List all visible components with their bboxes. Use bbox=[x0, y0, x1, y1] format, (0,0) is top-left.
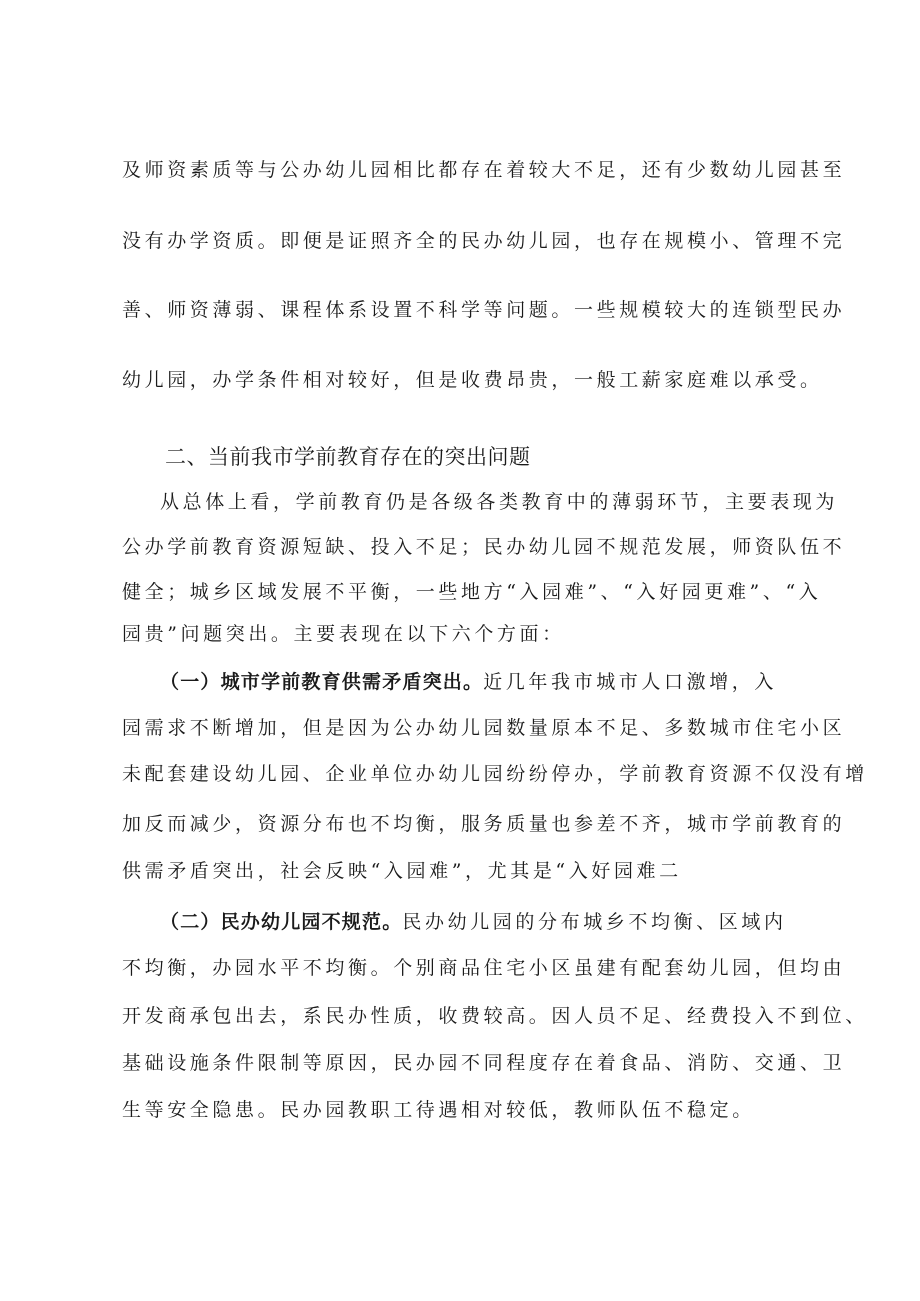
subsection-1-title: （一）城市学前教育供需矛盾突出。 bbox=[160, 671, 484, 693]
paragraph-3-line-4: 加反而减少，资源分布也不均衡，服务质量也参差不齐，城市学前教育的 bbox=[122, 813, 846, 835]
paragraph-3-line-1 bbox=[160, 670, 822, 694]
paragraph-4-line-4: 基础设施条件限制等原因，民办园不同程度存在着食品、消防、交通、卫 bbox=[122, 1052, 846, 1074]
paragraph-2-line-4: 园贵”问题突出。主要表现在以下六个方面： bbox=[122, 623, 565, 645]
paragraph-4-line-2: 不均衡，办园水平不均衡。个别商品住宅小区虽建有配套幼儿园，但均由 bbox=[122, 957, 846, 979]
paragraph-1-line-1: 及师资素质等与公办幼儿园相比都存在着较大不足，还有少数幼儿园甚至 bbox=[122, 159, 846, 181]
section-heading: 二、当前我市学前教育存在的突出问题 bbox=[165, 445, 531, 469]
paragraph-3-line-1-text: 近几年我市城市人口激增，入 bbox=[483, 671, 778, 693]
paragraph-1-line-4: 幼儿园，办学条件相对较好，但是收费昂贵，一般工薪家庭难以承受。 bbox=[122, 369, 823, 391]
paragraph-1-line-2: 没有办学资质。即便是证照齐全的民办幼儿园，也存在规模小、管理不完 bbox=[122, 230, 846, 252]
paragraph-3-line-2: 园需求不断增加，但是因为公办幼儿园数量原本不足、多数城市住宅小区 bbox=[122, 717, 846, 739]
paragraph-3-line-3: 未配套建设幼儿园、企业单位办幼儿园纷纷停办，学前教育资源不仅没有增 bbox=[122, 763, 868, 785]
paragraph-4-line-3: 开发商承包出去，系民办性质，收费较高。因人员不足、经费投入不到位、 bbox=[122, 1005, 868, 1027]
paragraph-4-line-1 bbox=[160, 910, 822, 934]
paragraph-2-line-3: 健全；城乡区域发展不平衡，一些地方“入园难”、“入好园更难”、“入 bbox=[122, 581, 822, 603]
paragraph-2-line-2: 公办学前教育资源短缺、投入不足；民办幼儿园不规范发展，师资队伍不 bbox=[122, 536, 846, 558]
paragraph-2-line-1: 从总体上看，学前教育仍是各级各类教育中的薄弱环节，主要表现为 bbox=[160, 491, 839, 513]
paragraph-4-line-5: 生等安全隐患。民办园教职工待遇相对较低，教师队伍不稳定。 bbox=[122, 1099, 755, 1121]
subsection-2-title: （二）民办幼儿园不规范。 bbox=[160, 911, 403, 933]
paragraph-1-line-3: 善、师资薄弱、课程体系设置不科学等问题。一些规模较大的连锁型民办 bbox=[122, 299, 846, 321]
paragraph-3-line-5: 供需矛盾突出，社会反映“入园难”，尤其是“入好园难二 bbox=[122, 860, 682, 882]
paragraph-4-line-1-text: 民办幼儿园的分布城乡不均衡、区域内 bbox=[402, 911, 787, 933]
